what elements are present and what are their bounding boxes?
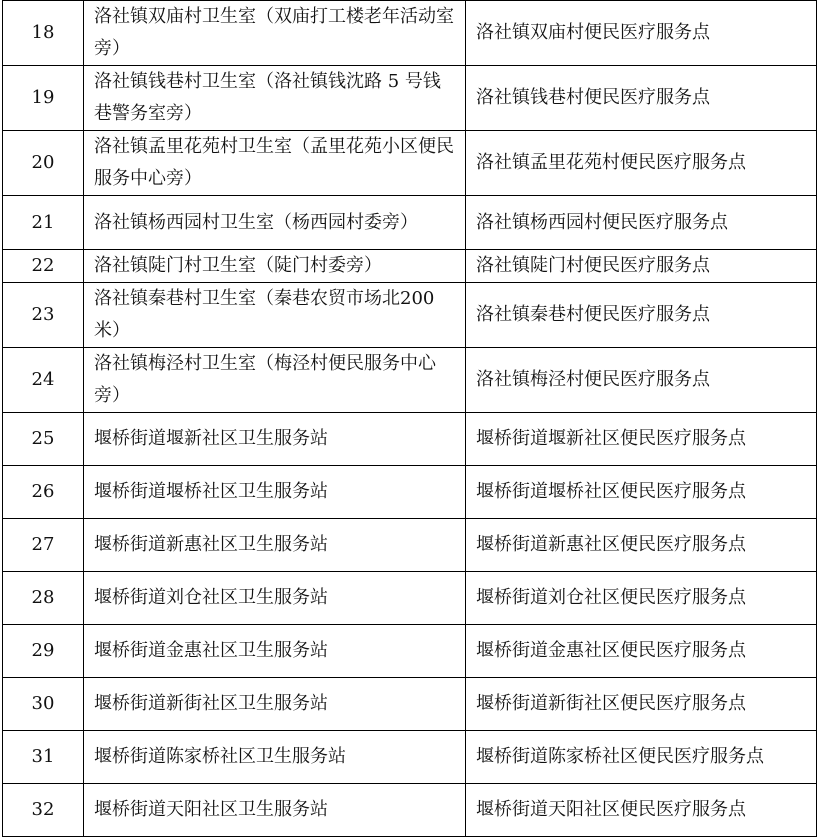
row-number: 26 <box>3 466 84 519</box>
row-number: 27 <box>3 519 84 572</box>
clinic-location: 洛社镇陡门村卫生室（陡门村委旁） <box>84 250 466 283</box>
service-point-name: 堰桥街道天阳社区便民医疗服务点 <box>466 784 817 837</box>
clinic-location: 堰桥街道刘仓社区卫生服务站 <box>84 572 466 625</box>
table-row <box>3 466 817 519</box>
table-row <box>3 678 817 731</box>
row-number: 19 <box>3 66 84 131</box>
service-point-name: 堰桥街道新街社区便民医疗服务点 <box>466 678 817 731</box>
service-point-name: 堰桥街道刘仓社区便民医疗服务点 <box>466 572 817 625</box>
service-point-name: 洛社镇双庙村便民医疗服务点 <box>466 1 817 66</box>
service-point-name: 洛社镇钱巷村便民医疗服务点 <box>466 66 817 131</box>
service-point-name: 洛社镇杨西园村便民医疗服务点 <box>466 196 817 250</box>
clinic-location: 洛社镇梅泾村卫生室（梅泾村便民服务中心旁） <box>84 348 466 413</box>
table-row <box>3 283 817 348</box>
service-point-name: 堰桥街道陈家桥社区便民医疗服务点 <box>466 731 817 784</box>
service-point-name: 洛社镇秦巷村便民医疗服务点 <box>466 283 817 348</box>
clinic-location: 洛社镇双庙村卫生室（双庙打工楼老年活动室旁） <box>84 1 466 66</box>
clinic-location: 洛社镇钱巷村卫生室（洛社镇钱沈路 5 号钱巷警务室旁） <box>84 66 466 131</box>
service-point-name: 堰桥街道堰新社区便民医疗服务点 <box>466 413 817 466</box>
service-point-name: 堰桥街道新惠社区便民医疗服务点 <box>466 519 817 572</box>
table-row <box>3 250 817 283</box>
row-number: 22 <box>3 250 84 283</box>
table-row <box>3 66 817 131</box>
service-point-name: 洛社镇陡门村便民医疗服务点 <box>466 250 817 283</box>
row-number: 20 <box>3 131 84 196</box>
row-number: 25 <box>3 413 84 466</box>
row-number: 29 <box>3 625 84 678</box>
table-row <box>3 784 817 837</box>
service-point-name: 堰桥街道堰桥社区便民医疗服务点 <box>466 466 817 519</box>
clinic-location: 洛社镇秦巷村卫生室（秦巷农贸市场北200 米） <box>84 283 466 348</box>
clinic-location: 堰桥街道新街社区卫生服务站 <box>84 678 466 731</box>
row-number: 24 <box>3 348 84 413</box>
table-row <box>3 131 817 196</box>
clinic-location: 洛社镇孟里花苑村卫生室（孟里花苑小区便民服务中心旁） <box>84 131 466 196</box>
row-number: 32 <box>3 784 84 837</box>
row-number: 21 <box>3 196 84 250</box>
service-point-name: 堰桥街道金惠社区便民医疗服务点 <box>466 625 817 678</box>
table-row <box>3 519 817 572</box>
table-row <box>3 625 817 678</box>
service-point-name: 洛社镇孟里花苑村便民医疗服务点 <box>466 131 817 196</box>
service-point-name: 洛社镇梅泾村便民医疗服务点 <box>466 348 817 413</box>
clinic-location: 堰桥街道堰桥社区卫生服务站 <box>84 466 466 519</box>
row-number: 23 <box>3 283 84 348</box>
table-row <box>3 731 817 784</box>
clinic-location: 洛社镇杨西园村卫生室（杨西园村委旁） <box>84 196 466 250</box>
table-row <box>3 413 817 466</box>
clinic-location: 堰桥街道金惠社区卫生服务站 <box>84 625 466 678</box>
row-number: 18 <box>3 1 84 66</box>
clinic-location: 堰桥街道新惠社区卫生服务站 <box>84 519 466 572</box>
table-row <box>3 196 817 250</box>
row-number: 30 <box>3 678 84 731</box>
table-row <box>3 348 817 413</box>
service-point-table <box>2 0 817 837</box>
table-row <box>3 572 817 625</box>
clinic-location: 堰桥街道堰新社区卫生服务站 <box>84 413 466 466</box>
clinic-location: 堰桥街道陈家桥社区卫生服务站 <box>84 731 466 784</box>
row-number: 31 <box>3 731 84 784</box>
table-row <box>3 1 817 66</box>
row-number: 28 <box>3 572 84 625</box>
clinic-location: 堰桥街道天阳社区卫生服务站 <box>84 784 466 837</box>
